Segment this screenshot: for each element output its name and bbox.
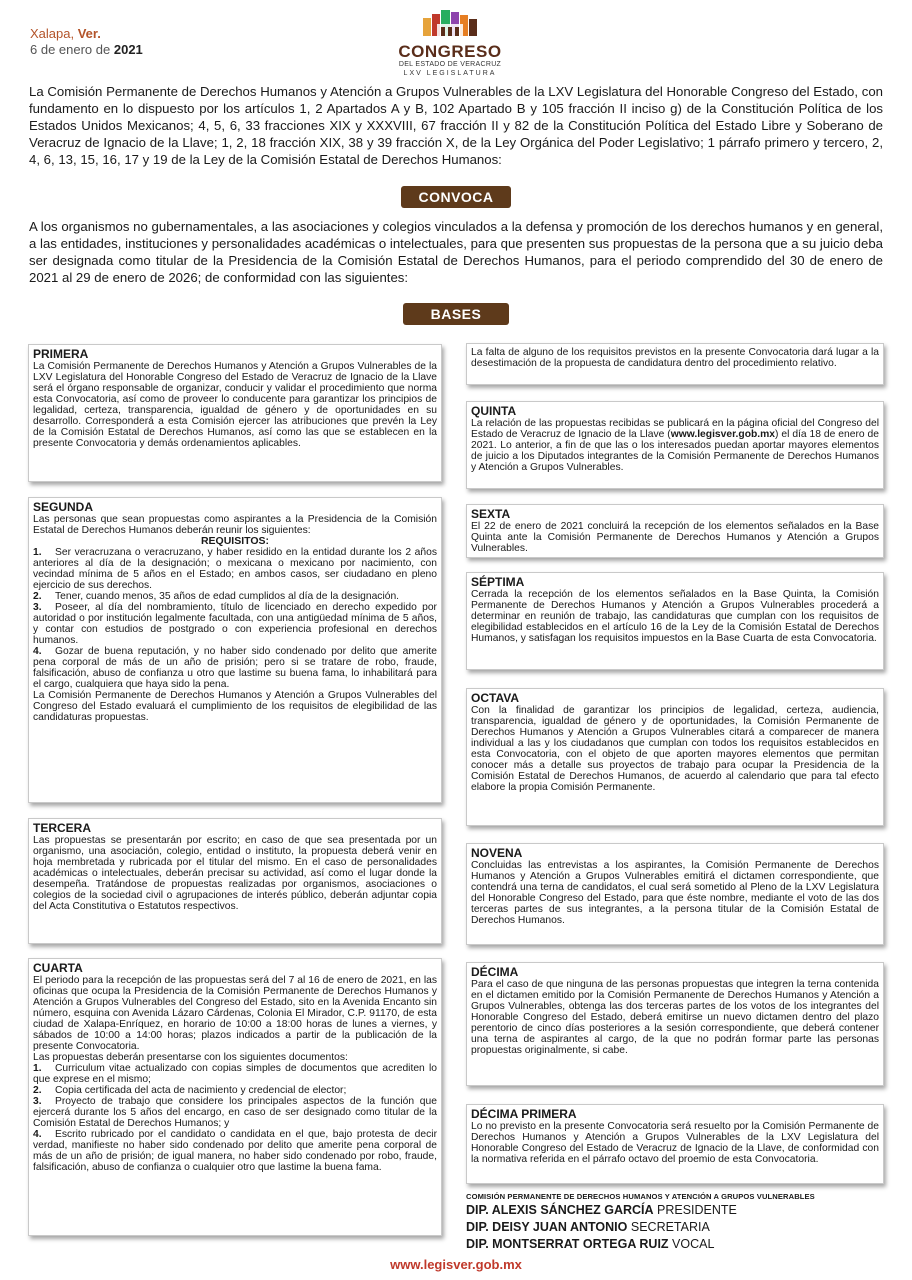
city: Xalapa,: [30, 26, 78, 41]
base-decima: [466, 962, 884, 1086]
base-text: Concluidas las entrevistas a los aspirantes, la Comisión Permanente de Derechos Humanos y Atención a Grupos Vulnerables emitirá el dictamen correspondiente, que contendrá una terna de candidatos, el cual será sometido al Pleno de la LXV Legislatura del Honorable Congreso del Estado, para que éste nombre, mediante el voto de las dos terceras partes de sus integrantes, a la persona titular de la Comisión Estatal de Derechos Humanos.: [471, 860, 879, 926]
base-title: DÉCIMA: [471, 965, 519, 979]
logo-subtitle: DEL ESTADO DE VERACRUZ: [398, 61, 502, 68]
base-text: El periodo para la recepción de las propuestas será del 7 al 16 de enero de 2021, en las oficinas que ocupa la Presidencia de la Comisión Permanente de Derechos Humanos y Atención a Grupos Vulnerables del Congreso del Estado, sito en la Avenida Encanto sin número, esquina con Avenida Lázaro Cárdenas, Colonia El Mirador, C.P. 91170, de esta ciudad de Xalapa-Enríquez, en horario de 10:00 a 18:00 horas de lunes a viernes, y sábados de 10:00 a 14:00 horas; plazos indicados a partir de la publicación de la presente Convocatoria.: [33, 975, 437, 1052]
base-title: TERCERA: [33, 821, 92, 835]
base-tercera: [28, 818, 442, 944]
state: Ver.: [77, 26, 101, 41]
base-primera: [28, 344, 442, 482]
base-text: Las propuestas deberán presentarse con los siguientes documentos:: [33, 1052, 348, 1063]
base-title: CUARTA: [33, 961, 83, 975]
list-item: 1. Curriculum vitae actualizado con copias simples de documentos que acrediten lo que exprese en el mismo;: [33, 1063, 437, 1085]
place: [30, 26, 101, 42]
base-sexta: [466, 504, 884, 558]
convoca-label: CONVOCA: [401, 186, 511, 208]
date-prefix: 6 de enero de: [30, 42, 114, 57]
list-item: 2. Tener, cuando menos, 35 años de edad cumplidos al día de la designación.: [33, 591, 400, 602]
signatory: DIP. MONTSERRAT ORTEGA RUIZ VOCAL: [466, 1237, 715, 1251]
base-title: DÉCIMA PRIMERA: [471, 1107, 577, 1121]
bases-label: BASES: [403, 303, 509, 325]
base-text: La falta de alguno de los requisitos previstos en la presente Convocatoria dará lugar a la desestimación de la propuesta de candidatura dentro del procedimiento relativo.: [471, 347, 879, 369]
congreso-logo: [388, 10, 512, 78]
signature-block: [466, 1192, 906, 1253]
base-novena: [466, 843, 884, 945]
logo-name: CONGRESO: [398, 42, 502, 61]
logo-legislature: LXV LEGISLATURA: [403, 70, 497, 77]
commission-name: COMISIÓN PERMANENTE DE DERECHOS HUMANOS Y ATENCIÓN A GRUPOS VULNERABLES: [466, 1192, 815, 1201]
base-text: Para el caso de que ninguna de las personas propuestas que integren la terna contenida en el dictamen emitido por la Comisión Permanente de Derechos Humanos y Atención a Grupos Vulnerables, obtenga las dos terceras partes de los votos de los integrantes del Honorable Congreso del Estado, deberá emitirse un nuevo dictamen dentro del plazo perentorio de cinco días posteriores a la sesión correspondiente, que deberá contener una terna de aspirantes al cargo, de la que no podrán formar parte las personas propuestas originalmente, si cabe.: [471, 979, 879, 1056]
base-segunda: [28, 497, 442, 803]
footer-url[interactable]: www.legisver.gob.mx: [390, 1257, 522, 1272]
base-text: Cerrada la recepción de los elementos señalados en la Base Quinta, la Comisión Permanente de Derechos Humanos y Atención a Grupos Vulnerables procederá a determinar en reunión de trabajo, las candidaturas que cumplan con los requisitos de elegibilidad establecidos en el artículo 16 de la Ley de la Comisión Estatal de Derechos Humanos, y satisfagan los requisitos impuestos en la Base Cuarta de esta Convocatoria.: [471, 589, 879, 644]
base-octava: [466, 688, 884, 826]
list-item: 3. Proyecto de trabajo que considere los principales aspectos de la función que ejercerá durante los 5 años del encargo, en caso de ser designado como titular de la Comisión Estatal de Derechos Humanos; y: [33, 1096, 437, 1129]
base-text: La relación de las propuestas recibidas se publicará en la página oficial del Congreso del Estado de Veracruz de Ignacio de la Llave (www.legisver.gob.mx) el día 18 de enero de 2021. Lo anterior, a fin de que las o los interesados puedan aportar mayores elementos de juicio a los Diputados integrantes de la Comisión Permanente de Derechos Humanos y Atención a Grupos Vulnerables.: [471, 418, 880, 473]
base-title: OCTAVA: [471, 691, 519, 705]
base-cuarta: [28, 958, 442, 1236]
signatory: DIP. DEISY JUAN ANTONIO SECRETARIA: [466, 1220, 710, 1234]
base-title: PRIMERA: [33, 347, 89, 361]
date-year: 2021: [113, 42, 143, 57]
list-item: 4. Gozar de buena reputación, y no haber sido condenado por delito que amerite pena corporal de más de un año de prisión; pero si se tratare de robo, fraude, falsificación, abuso de confianza u otro que lastime su buena fama, lo inhabilitará para el cargo, cualquiera que haya sido la pena.: [33, 646, 437, 690]
list-item: 4. Escrito rubricado por el candidato o candidata en el que, bajo protesta de decir verdad, manifieste no haber sido condenado por delito que amerite pena corporal de más de un año de prisión; de igual manera, no haber sido condenado por robo, fraude, falsificación, abuso de confianza o cualquier otro que lastime la buena fama.: [33, 1129, 437, 1173]
base-decima-primera: [466, 1104, 884, 1184]
base-septima: [466, 572, 884, 670]
signatory: DIP. ALEXIS SÁNCHEZ GARCÍA PRESIDENTE: [466, 1203, 737, 1217]
base-text: Con la finalidad de garantizar los principios de legalidad, certeza, audiencia, transparencia, igualdad de género y de oportunidades, la Comisión Permanente de Derechos Humanos y Atención a Grupos Vulnerables citará a comparecer de manera individual a las y los ciudadanos que cumplan con todos los requisitos establecidos en esta Convocatoria, con el objeto de que aporten mayores elementos que permitan conocer más a detalle sus proyectos de trabajo para ocupar la Presidencia de la Comisión Estatal de Derechos Humanos, de acuerdo al calendario que para tal efecto elabore la propia Comisión Permanente.: [471, 705, 879, 793]
legisver-link[interactable]: www.legisver.gob.mx: [670, 429, 776, 440]
list-item: 1. Ser veracruzana o veracruzano, y haber residido en la entidad durante los 2 años anteriores al día de la designación; o mexicana o mexicano por nacimiento, con vecindad mínima de 5 años en el Estado; en ambos casos, ser ciudadano en pleno ejercicio de sus derechos.: [33, 547, 437, 591]
base-title: SÉPTIMA: [471, 575, 525, 589]
list-item: 2. Copia certificada del acta de nacimiento y credencial de elector;: [33, 1085, 347, 1096]
base-title: NOVENA: [471, 846, 523, 860]
base-quinta: [466, 401, 884, 489]
base-text: El 22 de enero de 2021 concluirá la recepción de los elementos señalados en la Base Quinta ante la Comisión Permanente de Derechos Humanos y Atención a Grupos Vulnerables.: [471, 521, 879, 554]
intro-paragraph: La Comisión Permanente de Derechos Humanos y Atención a Grupos Vulnerables de la LXV Legislatura del Honorable Congreso del Estado, con fundamento en lo dispuesto por los artículos 1, 2 Apartados A y B, 102 Apartado B y 105 fracción II inciso g) de la Constitución Política de los Estados Unidos Mexicanos; 4, 5, 6, 33 fracciones XIX y XXXVIII, 67 fracción II y 82 de la Constitución Política del Estado Libre y Soberano de Veracruz de Ignacio de la Llave; 1, 2, 18 fracción XIX, 38 y 39 fracción X, de la Ley Orgánica del Poder Legislativo; 1 párrafo primero y tercero, 2, 4, 6, 13, 15, 16, 17 y 19 de la Ley de la Comisión Estatal de Derechos Humanos:: [29, 84, 883, 167]
base-title: SEXTA: [471, 507, 511, 521]
congreso-building-icon: [415, 10, 485, 36]
base-text: Las personas que sean propuestas como aspirantes a la Presidencia de la Comisión Estatal de Derechos Humanos deberán reunir los siguientes:: [33, 514, 437, 536]
base-text: La Comisión Permanente de Derechos Humanos y Atención a Grupos Vulnerables del Congreso del Estado evaluará el cumplimiento de los requisitos de elegibilidad de las candidaturas propuestas.: [33, 690, 437, 723]
date: [30, 42, 143, 58]
base-title: QUINTA: [471, 404, 517, 418]
base-text: La Comisión Permanente de Derechos Humanos y Atención a Grupos Vulnerables de la LXV Legislatura del Honorable Congreso del Estado de Veracruz de Ignacio de la Llave será el órgano responsable de organizar, conducir y validar el procedimiento que norma esta Convocatoria, así como de proveer lo conducente para garantizar los principios de legalidad, certeza, transparencia, igualdad de género y de oportunidades en su desarrollo. Corresponderá a esta Comisión ejercer las atribuciones que prevén la Ley de la Comisión Estatal de Derechos Humanos, así como las que se establecen en la presente Convocatoria y demás ordenamientos aplicables.: [33, 361, 437, 449]
base-cuarta-continuation: [466, 343, 884, 385]
convoca-paragraph: A los organismos no gubernamentales, a las asociaciones y colegios vinculados a la defensa y promoción de los derechos humanos y en general, a las entidades, instituciones y personalidades académicas o intelectuales, para que presenten sus propuestas de la persona que a su juicio deba ser designada como titular de la Presidencia de la Comisión Estatal de Derechos Humanos, para el periodo comprendido del 30 de enero de 2021 al 29 de enero de 2026; de conformidad con las siguientes:: [29, 219, 883, 285]
base-text: Las propuestas se presentarán por escrito; en caso de que sea presentada por un organismo, una asociación, colegio, entidad o instituto, la propuesta deberá venir en hoja membretada y rubricada por el titular del mismo. En el caso de personalidades académicas o intelectuales, deberán precisar su actividad, así como el lugar donde la desempeña. Tratándose de propuestas realizadas por organismos, asociaciones o colegios de la sociedad civil o agrupaciones de interés público, deberán adjuntar copia del Acta Constitutiva o Estatutos respectivos.: [33, 835, 437, 912]
requisitos-heading: REQUISITOS:: [200, 535, 270, 547]
list-item: 3. Poseer, al día del nombramiento, título de licenciado en derecho expedido por autoridad o por institución legalmente facultada, con una antigüedad mínima de 5 años, y contar con estudios de postgrado o con experiencia profesional en derechos humanos.: [33, 602, 437, 646]
base-text: Lo no previsto en la presente Convocatoria será resuelto por la Comisión Permanente de Derechos Humanos y Atención a Grupos Vulnerables de la LXV Legislatura del Honorable Congreso del Estado de Veracruz de Ignacio de la Llave, de conformidad con la normativa referida en el párrafo octavo del proemio de esta Convocatoria.: [471, 1121, 879, 1165]
base-title: SEGUNDA: [33, 500, 94, 514]
